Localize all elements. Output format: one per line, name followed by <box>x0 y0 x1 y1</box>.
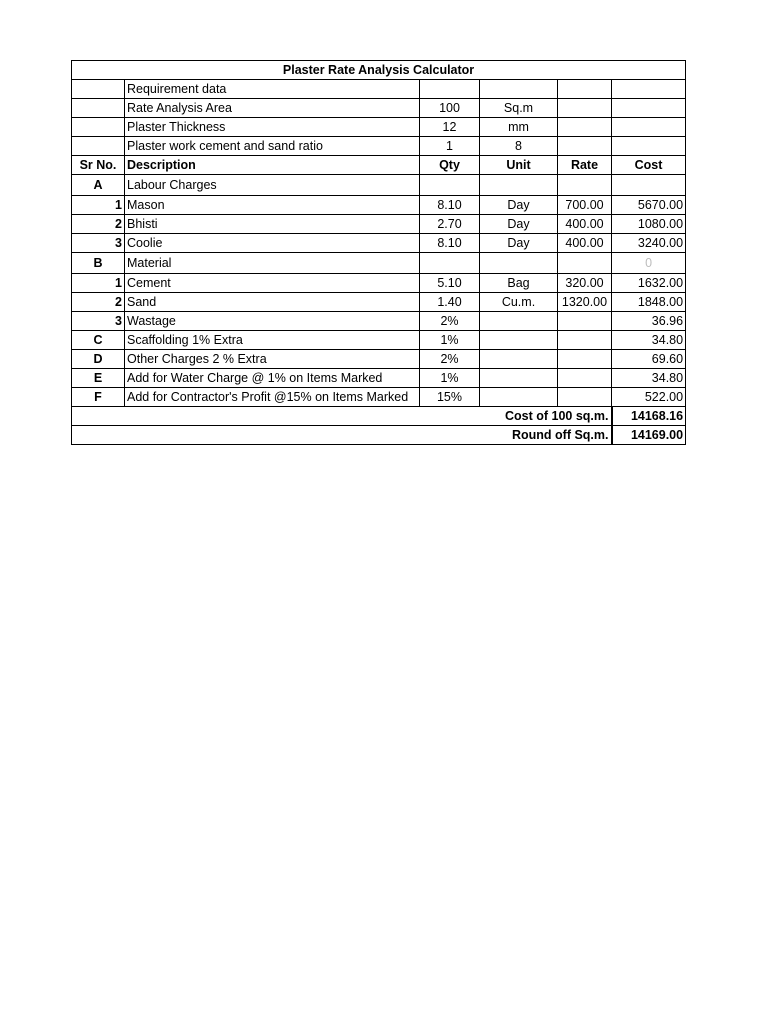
item-rate <box>558 312 612 331</box>
requirement-row <box>72 137 686 156</box>
table-row <box>72 369 686 388</box>
requirement-desc: Plaster Thickness <box>125 118 420 137</box>
table-row <box>72 274 686 293</box>
item-number: 1 <box>72 196 125 215</box>
table-title: Plaster Rate Analysis Calculator <box>72 61 686 80</box>
item-desc: Other Charges 2 % Extra <box>125 350 420 369</box>
item-desc: Bhisti <box>125 215 420 234</box>
table-row <box>72 234 686 253</box>
section-row-labour <box>72 175 686 196</box>
header-qty: Qty <box>420 156 480 175</box>
round-off-label: Round off Sq.m. <box>72 426 612 445</box>
requirement-row <box>72 118 686 137</box>
item-cost: 36.96 <box>612 312 686 331</box>
item-qty: 2.70 <box>420 215 480 234</box>
table-row <box>72 196 686 215</box>
requirement-desc: Plaster work cement and sand ratio <box>125 137 420 156</box>
header-description: Description <box>125 156 420 175</box>
header-sr-no: Sr No. <box>72 156 125 175</box>
table-row <box>72 331 686 350</box>
table-row <box>72 215 686 234</box>
item-number: 2 <box>72 293 125 312</box>
table-row <box>72 312 686 331</box>
header-cost: Cost <box>612 156 686 175</box>
item-desc: Add for Contractor's Profit @15% on Items Marked <box>125 388 420 407</box>
requirement-row <box>72 80 686 99</box>
item-rate[interactable]: 320.00 <box>558 274 612 293</box>
item-qty: 1% <box>420 369 480 388</box>
item-number: 2 <box>72 215 125 234</box>
table-row <box>72 388 686 407</box>
item-cost: 1848.00 <box>612 293 686 312</box>
requirement-value[interactable]: 100 <box>420 99 480 118</box>
table-row <box>72 350 686 369</box>
requirement-value[interactable]: 8 <box>480 137 558 156</box>
section-row-material <box>72 253 686 274</box>
item-cost: 3240.00 <box>612 234 686 253</box>
item-unit: Day <box>480 234 558 253</box>
item-rate[interactable]: 1320.00 <box>558 293 612 312</box>
requirement-unit: mm <box>480 118 558 137</box>
item-qty: 1% <box>420 331 480 350</box>
requirement-label: Requirement data <box>125 80 420 99</box>
item-rate[interactable]: 700.00 <box>558 196 612 215</box>
total-cost-label: Cost of 100 sq.m. <box>72 407 612 426</box>
section-letter: F <box>72 388 125 407</box>
item-unit: Day <box>480 196 558 215</box>
header-rate: Rate <box>558 156 612 175</box>
item-cost: 5670.00 <box>612 196 686 215</box>
item-number: 3 <box>72 234 125 253</box>
section-letter: A <box>72 175 125 196</box>
round-off-value: 14169.00 <box>612 426 686 445</box>
requirement-unit: Sq.m <box>480 99 558 118</box>
round-off-row <box>72 426 686 445</box>
item-cost: 522.00 <box>612 388 686 407</box>
item-number: 3 <box>72 312 125 331</box>
column-header-row <box>72 156 686 175</box>
section-letter: E <box>72 369 125 388</box>
item-rate[interactable]: 400.00 <box>558 215 612 234</box>
item-qty: 2% <box>420 350 480 369</box>
total-cost-value: 14168.16 <box>612 407 686 426</box>
section-letter: C <box>72 331 125 350</box>
item-qty: 15% <box>420 388 480 407</box>
item-qty: 8.10 <box>420 234 480 253</box>
item-unit: Bag <box>480 274 558 293</box>
item-qty: 2% <box>420 312 480 331</box>
section-label: Material <box>125 253 420 274</box>
item-unit <box>480 312 558 331</box>
item-qty: 1.40 <box>420 293 480 312</box>
item-desc: Coolie <box>125 234 420 253</box>
rate-analysis-table <box>71 60 686 445</box>
item-cost: 34.80 <box>612 369 686 388</box>
requirement-desc: Rate Analysis Area <box>125 99 420 118</box>
item-desc: Add for Water Charge @ 1% on Items Marked <box>125 369 420 388</box>
item-qty: 5.10 <box>420 274 480 293</box>
item-desc: Scaffolding 1% Extra <box>125 331 420 350</box>
item-rate[interactable]: 400.00 <box>558 234 612 253</box>
section-cost: 0 <box>612 253 686 274</box>
section-label: Labour Charges <box>125 175 420 196</box>
requirement-row <box>72 99 686 118</box>
item-cost: 1080.00 <box>612 215 686 234</box>
item-unit: Day <box>480 215 558 234</box>
item-unit: Cu.m. <box>480 293 558 312</box>
requirement-value[interactable]: 12 <box>420 118 480 137</box>
item-desc: Mason <box>125 196 420 215</box>
total-cost-row <box>72 407 686 426</box>
item-number: 1 <box>72 274 125 293</box>
item-desc: Wastage <box>125 312 420 331</box>
title-row <box>72 61 686 80</box>
header-unit: Unit <box>480 156 558 175</box>
table-row <box>72 293 686 312</box>
item-desc: Sand <box>125 293 420 312</box>
requirement-value[interactable]: 1 <box>420 137 480 156</box>
section-letter: B <box>72 253 125 274</box>
item-qty: 8.10 <box>420 196 480 215</box>
section-letter: D <box>72 350 125 369</box>
item-cost: 69.60 <box>612 350 686 369</box>
item-cost: 1632.00 <box>612 274 686 293</box>
item-cost: 34.80 <box>612 331 686 350</box>
item-desc: Cement <box>125 274 420 293</box>
